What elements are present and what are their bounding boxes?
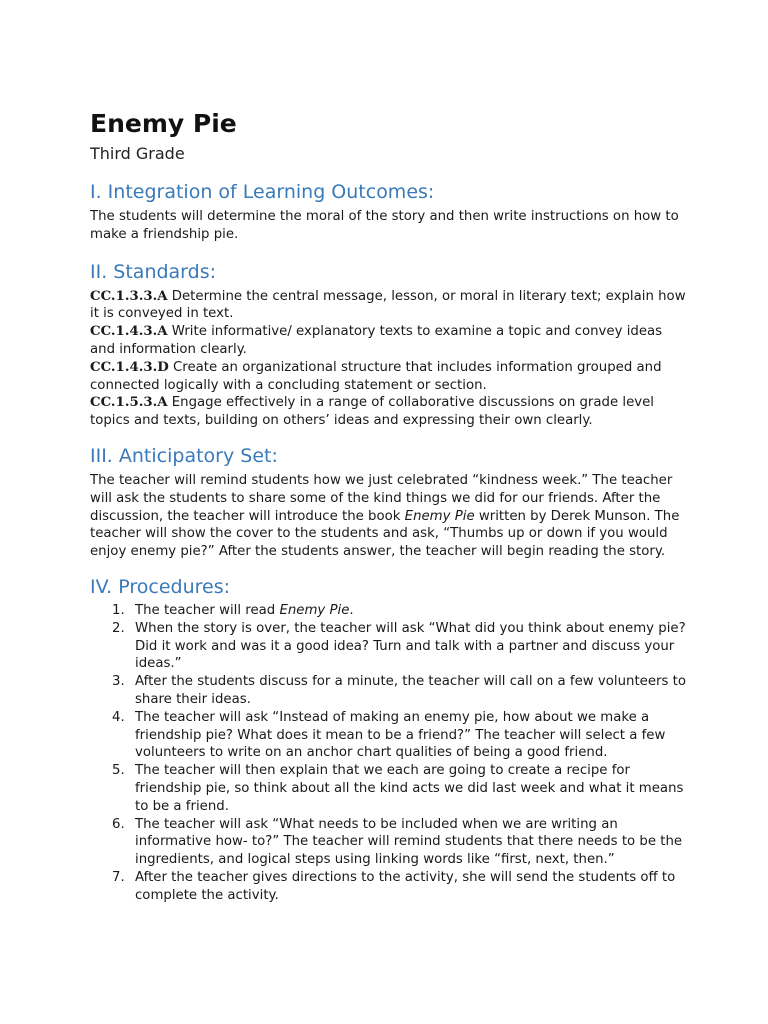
procedure-text: When the story is over, the teacher will ask “What did you think about enemy pie? Did it work and was it a good idea? Turn and talk with a partner and discuss your ideas.” <box>135 620 686 672</box>
anticipatory-paragraph <box>90 472 688 561</box>
section-heading-anticipatory-set: III. Anticipatory Set: <box>90 444 278 467</box>
anticipatory-book-title: Enemy Pie <box>404 508 475 524</box>
procedure-item <box>90 869 688 905</box>
anticipatory-text-before: The teacher will remind students how we just celebrated “kindness week.” The teacher will ask the students to share some of the kind things we did for our friends. After the discussion, the teacher will introduce the book <box>90 472 673 524</box>
standard-item <box>90 359 688 395</box>
procedure-item <box>90 602 688 620</box>
procedure-text: The teacher will then explain that we each are going to create a recipe for friendship pie, so think about all the kind acts we did last week and what it means to be a friend. <box>135 763 684 814</box>
procedure-text: After the teacher gives directions to the activity, she will send the students off to complete the activity. <box>135 869 676 903</box>
procedure-number: 2. <box>112 620 125 636</box>
procedure-book-title: Enemy Pie <box>279 602 350 618</box>
standard-text: Create an organizational structure that includes information grouped and connected logically with a concluding statement or section. <box>90 359 662 393</box>
standard-item <box>90 323 688 359</box>
standard-code: CC.1.4.3.D <box>90 359 169 375</box>
standard-item <box>90 288 688 324</box>
section-heading-standards: II. Standards: <box>90 260 217 283</box>
procedure-item <box>90 673 688 709</box>
standards-list <box>90 288 688 430</box>
procedure-number: 6. <box>112 816 125 832</box>
outcomes-paragraph: The students will determine the moral of the story and then write instructions on how to make a friendship pie. <box>90 209 679 242</box>
procedure-item <box>90 816 688 869</box>
procedure-number: 3. <box>112 674 125 690</box>
standard-item <box>90 394 688 430</box>
procedures-list <box>90 602 688 905</box>
procedure-text-prefix: The teacher will read <box>135 602 280 618</box>
procedure-text: After the students discuss for a minute, the teacher will call on a few volunteers to share their ideas. <box>135 674 686 707</box>
procedure-item <box>90 620 688 673</box>
document-subtitle: Third Grade <box>90 144 185 163</box>
standard-text: Determine the central message, lesson, or moral in literary text; explain how it is conveyed in text. <box>90 288 686 322</box>
procedure-text: The teacher will ask “What needs to be included when we are writing an informative how- to?” The teacher will remind students that there needs to be the ingredients, and logical steps using linking words like “first, next, then.” <box>135 816 683 868</box>
procedure-text-suffix: . <box>349 602 354 618</box>
procedure-number: 4. <box>112 709 125 725</box>
procedure-item <box>90 762 688 815</box>
procedure-number: 5. <box>112 763 125 779</box>
section-heading-outcomes: I. Integration of Learning Outcomes: <box>90 181 435 203</box>
standard-code: CC.1.5.3.A <box>90 395 168 411</box>
procedure-item <box>90 709 688 762</box>
standard-text: Write informative/ explanatory texts to examine a topic and convey ideas and information clearly. <box>90 324 663 357</box>
section-heading-procedures: IV. Procedures: <box>90 575 230 598</box>
procedure-text: The teacher will ask “Instead of making an enemy pie, how about we make a friendship pie? What does it mean to be a friend?” The teacher will select a few volunteers to write on an anchor chart qualities of being a good friend. <box>135 709 666 761</box>
standard-code: CC.1.3.3.A <box>90 288 168 304</box>
anticipatory-text-after: written by Derek Munson. The teacher will show the cover to the students and ask, “Thumbs up or down if you would enjoy enemy pie?” After the students answer, the teacher will begin reading the story. <box>90 508 680 560</box>
standard-text: Engage effectively in a range of collaborative discussions on grade level topics and texts, building on others’ ideas and expressing their own clearly. <box>90 395 655 429</box>
procedure-number: 7. <box>112 869 125 885</box>
standard-code: CC.1.4.3.A <box>90 324 168 340</box>
procedure-number: 1. <box>112 602 125 618</box>
document-title: Enemy Pie <box>90 109 237 138</box>
